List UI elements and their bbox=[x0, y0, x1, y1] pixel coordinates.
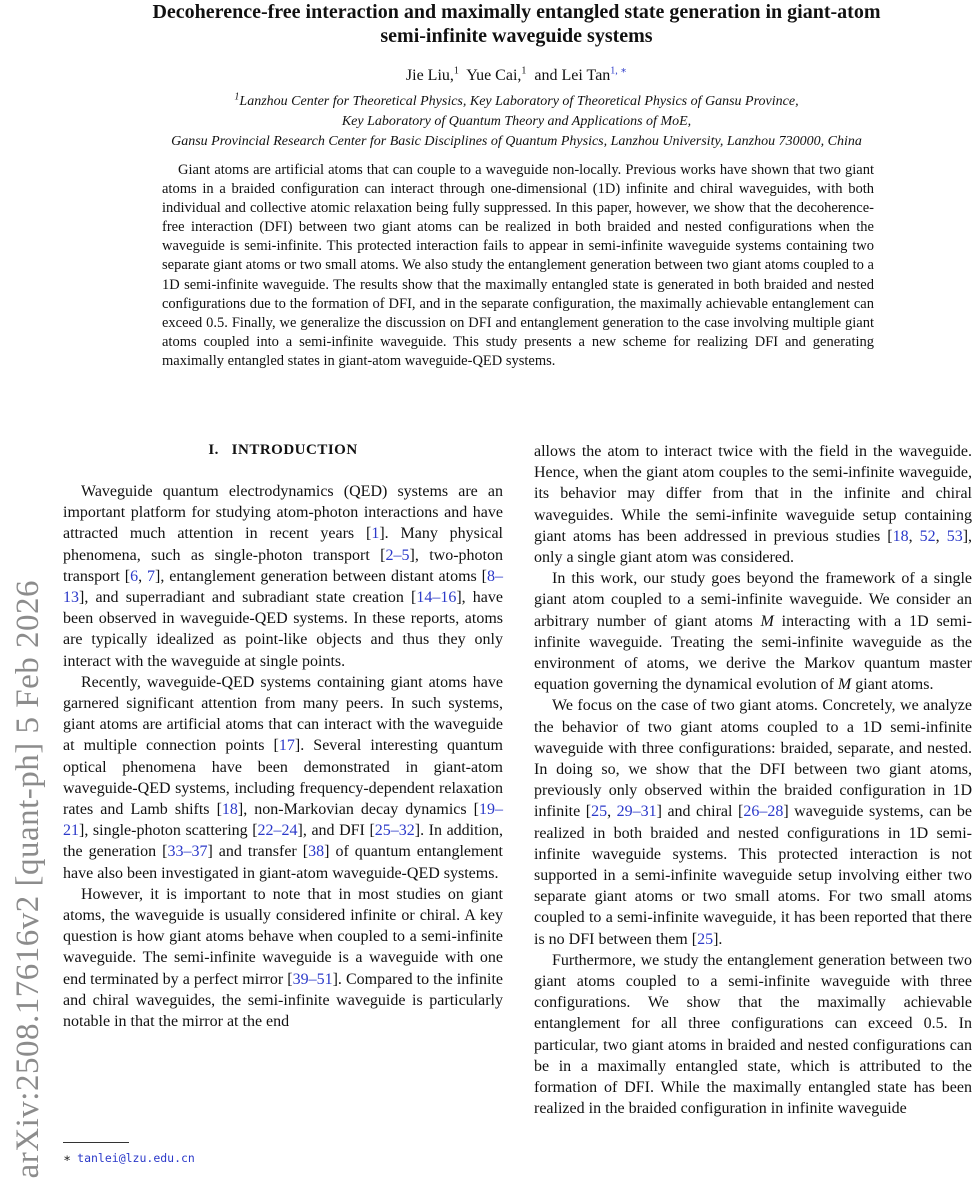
author-affiliation-mark[interactable]: 1, ∗ bbox=[610, 65, 628, 77]
math-symbol: M bbox=[760, 612, 774, 630]
title-line-1: Decoherence-free interaction and maximally entangled state generation in giant-atom bbox=[152, 1, 881, 23]
paragraph: However, it is important to note that in most studies on giant atoms, the waveguide is usually considered infinite or chiral. A key question is how giant atoms behave when coupled to a semi-infinite waveguide. The semi-infinite waveguide is a waveguide with one end terminated by a perfect mirror [39–51]. Compared to the infinite and chiral waveguides, the semi-infinite waveguide is particularly notable in that the mirror at the end bbox=[63, 885, 503, 1031]
paragraph: Recently, waveguide-QED systems containing giant atoms have garnered significant attention from many peers. In such systems, giant atoms are artificial atoms that can interact with the waveguide at multiple connection points [17]. Several interesting quantum optical phenomena have been demonstrated in giant-atom waveguide-QED systems, including frequency-dependent relaxation rates and Lamb shifts [18], non-Markovian decay dynamics [19–21], single-photon scattering [22–24], and DFI [25–32]. In addition, the generation [33–37] and transfer [38] of quantum entanglement have also been investigated in giant-atom waveguide-QED systems. bbox=[63, 673, 504, 882]
citation-link[interactable]: 38 bbox=[308, 843, 325, 861]
arxiv-stamp bbox=[6, 0, 50, 1200]
affiliation-line: Key Laboratory of Quantum Theory and Applications of MoE, bbox=[341, 114, 692, 129]
affiliation-line: $^1$Lanzhou Center for Theoretical Physics, Key Laboratory of Theoretical Physics of Gansu Province, bbox=[234, 91, 799, 109]
citation-link[interactable]: 14–16 bbox=[416, 589, 457, 607]
citation-link[interactable]: 17 bbox=[278, 737, 295, 755]
author-list bbox=[60, 66, 973, 86]
citation-link[interactable]: 19–21 bbox=[63, 801, 503, 840]
citation-link[interactable]: 18 bbox=[892, 527, 909, 545]
right-column bbox=[534, 441, 972, 1120]
title-line-2: semi-infinite waveguide systems bbox=[380, 25, 653, 47]
paper-title bbox=[60, 0, 973, 48]
author-name: Yue Cai, bbox=[466, 67, 522, 84]
author-affiliation-mark: 1 bbox=[521, 65, 527, 77]
email-link[interactable]: tanlei@lzu.edu.cn bbox=[77, 1151, 195, 1165]
paragraph: Waveguide quantum electrodynamics (QED) systems are an important platform for studying atom-photon interactions and have attracted much attention in recent years [1]. Many physical phenomena, such as single-photon transport [2–5], two-photon transport [6, 7], entanglement generation between distant atoms [8–13], and superradiant and subradiant state creation [14–16], have been observed in waveguide-QED systems. In these reports, atoms are typically idealized as point-like objects and thus they only interact with the waveguide at single points. bbox=[63, 483, 504, 670]
citation-link[interactable]: 52 bbox=[919, 527, 936, 545]
affiliations bbox=[60, 92, 973, 152]
paragraph: In this work, our study goes beyond the framework of a single giant atom coupled to a semi-infinite waveguide. We consider an arbitrary number of giant atoms M interacting with a 1D semi-infinite waveguide. Treating the semi-infinite waveguide as the environment of atoms, we derive the Markov quantum master equation governing the dynamical evolution of M giant atoms. bbox=[534, 570, 972, 694]
section-heading bbox=[63, 440, 503, 460]
footnote-marker: ∗ bbox=[63, 1151, 72, 1165]
citation-link[interactable]: 18 bbox=[221, 801, 238, 819]
author-name: and Lei Tan bbox=[534, 67, 611, 84]
citation-link[interactable]: 7 bbox=[147, 567, 156, 585]
citation-link[interactable]: 1 bbox=[371, 525, 380, 543]
affiliation-line: Gansu Provincial Research Center for Basic Disciplines of Quantum Physics, Lanzhou University, Lanzhou 730000, China bbox=[171, 134, 862, 149]
citation-link[interactable]: 25–32 bbox=[374, 822, 415, 840]
left-column bbox=[63, 440, 503, 1032]
paragraph: We focus on the case of two giant atoms. Concretely, we analyze the behavior of two giant atoms coupled to a 1D semi-infinite waveguide with three configurations: braided, separate, and nested. In doing so, we show that the DFI between two giant atoms, previously only observed within the braided configuration in 1D infinite [25, 29–31] and chiral [26–28] waveguide systems, can be realized in both braided and nested configurations in 1D semi-infinite waveguide systems. This protected interaction is not supported in a semi-infinite waveguide setup involving either two separate giant atoms or two small atoms. For two small atoms coupled to a semi-infinite waveguide, it has been reported that there is no DFI between them [25]. bbox=[534, 697, 973, 948]
citation-link[interactable]: 26–28 bbox=[743, 803, 784, 821]
affiliation-mark: 1 bbox=[234, 91, 240, 103]
citation-link[interactable]: 39–51 bbox=[292, 970, 333, 988]
citation-link[interactable]: 25 bbox=[697, 930, 714, 948]
paragraph: allows the atom to interact twice with the field in the waveguide. Hence, when the giant atom couples to the semi-infinite waveguide, its behavior may differ from that in the infinite and chiral waveguides. While the semi-infinite waveguide setup containing giant atoms has been addressed in previous studies [18, 52, 53], only a single giant atom was considered. bbox=[534, 443, 973, 567]
author-name: Jie Liu, bbox=[405, 67, 454, 84]
paragraph: Furthermore, we study the entanglement generation between two giant atoms coupled to a semi-infinite waveguide with three configurations. We show that the maximally achievable entanglement for all three configurations can exceed 0.5. In particular, two giant atoms in braided and nested configurations can be in a maximally entangled state, which is attributed to the formation of DFI. While the maximally entangled state has been realized in the braided configuration in infinite waveguide bbox=[534, 951, 972, 1118]
abstract-text: Giant atoms are artificial atoms that can couple to a waveguide non-locally. Previous works have shown that two giant atoms in a braided configuration can interact through one-dimensional (1D) infinite and chiral waveguides, with both individual and collective atomic relaxation being fully suppressed. In this paper, however, we show that the decoherence-free interaction (DFI) between two giant atoms can be realized in both braided and nested configurations when the waveguide is semi-infinite. This protected interaction fails to appear in semi-infinite waveguide systems containing two separate giant atoms or two small atoms. We also study the entanglement generation between two giant atoms coupled to a 1D semi-infinite waveguide. The results show that the maximally entangled state is generated in both braided and nested configurations due to the formation of DFI, and in the separate configuration, the maximally achievable entanglement can exceed 0.5. Finally, we generalize the discussion on DFI and entanglement generation to the case involving multiple giant atoms coupled into a semi-infinite waveguide. This study presents a new scheme for realizing DFI and generating maximally entangled states in giant-atom waveguide-QED systems. bbox=[162, 162, 874, 369]
math-symbol: M bbox=[837, 676, 852, 694]
citation-link[interactable]: 2–5 bbox=[385, 546, 410, 564]
section-number: I. bbox=[208, 442, 219, 458]
abstract bbox=[162, 161, 874, 371]
section-title: INTRODUCTION bbox=[231, 442, 358, 458]
arxiv-identifier: arXiv:2508.17616v2 [quant-ph] 5 Feb 2026 bbox=[10, 580, 46, 1179]
citation-link[interactable]: 33–37 bbox=[167, 843, 208, 861]
citation-link[interactable]: 29–31 bbox=[616, 803, 657, 821]
citation-link[interactable]: 25 bbox=[591, 803, 608, 821]
citation-link[interactable]: 22–24 bbox=[257, 822, 298, 840]
citation-link[interactable]: 8–13 bbox=[63, 567, 503, 607]
footnote bbox=[63, 1150, 195, 1166]
citation-link[interactable]: 6 bbox=[130, 567, 139, 585]
author-affiliation-mark: 1 bbox=[453, 65, 459, 77]
footnote-rule bbox=[63, 1142, 129, 1143]
citation-link[interactable]: 53 bbox=[946, 527, 963, 545]
